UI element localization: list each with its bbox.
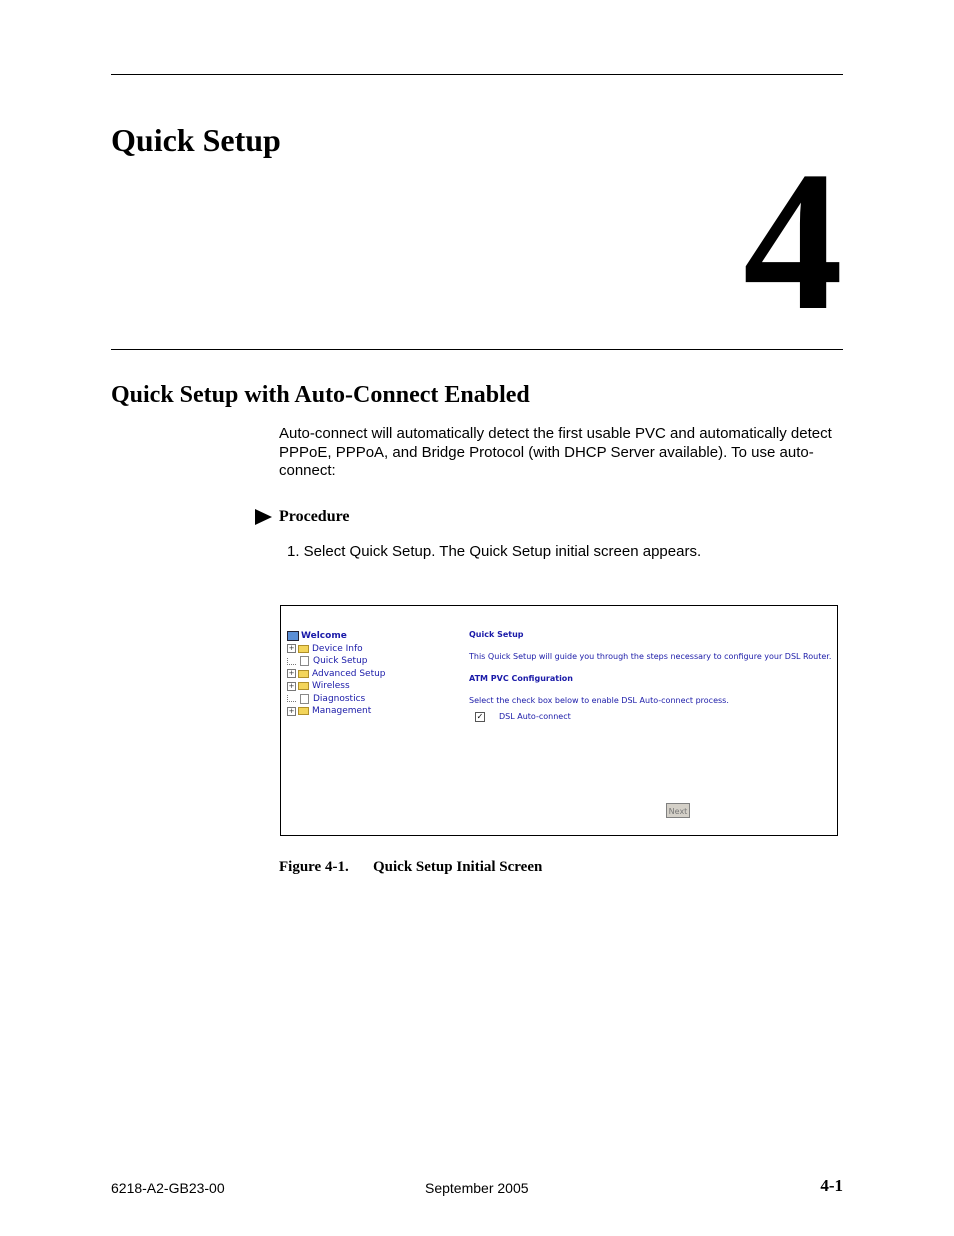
tree-item-diagnostics[interactable] [287, 693, 386, 706]
auto-connect-option[interactable] [475, 712, 571, 722]
next-button[interactable]: Next [666, 803, 690, 818]
folder-icon [298, 645, 309, 653]
nav-tree [287, 630, 386, 718]
tree-connector [287, 695, 296, 702]
page-icon [300, 656, 309, 666]
tree-item-label: Device Info [312, 643, 363, 654]
tree-item-advanced-setup[interactable] [287, 668, 386, 681]
folder-icon [298, 670, 309, 678]
expand-icon[interactable]: + [288, 644, 295, 653]
folder-icon [298, 682, 309, 690]
caption-title: Quick Setup Initial Screen [373, 859, 543, 875]
procedure-step: 1. Select Quick Setup. The Quick Setup initial screen appears. [287, 543, 702, 560]
panel-description: This Quick Setup will guide you through the steps necessary to configure your DSL Router. [469, 652, 832, 661]
monitor-icon [287, 631, 299, 641]
auto-connect-label: DSL Auto-connect [499, 712, 571, 721]
procedure-arrow-icon [255, 509, 272, 525]
expand-icon[interactable]: + [288, 681, 295, 690]
procedure-label: Procedure [279, 508, 350, 525]
tree-root-label: Welcome [301, 631, 347, 642]
page-icon [300, 694, 309, 704]
tree-item-quick-setup[interactable] [287, 655, 386, 668]
tree-item-label: Wireless [312, 681, 350, 692]
tree-connector [287, 658, 296, 665]
section-rule [111, 349, 843, 350]
procedure-heading [255, 507, 350, 527]
footer-page-number: 4-1 [820, 1176, 843, 1195]
tree-root[interactable] [287, 630, 386, 643]
tree-item-wireless[interactable] [287, 680, 386, 693]
chapter-title: Quick Setup [111, 122, 281, 158]
section-title: Quick Setup with Auto-Connect Enabled [111, 382, 530, 408]
chapter-number: 4 [743, 131, 843, 352]
tree-item-label: Diagnostics [313, 693, 366, 704]
footer-doc-number: 6218-A2-GB23-00 [111, 1180, 225, 1196]
caption-label: Figure 4-1. [279, 859, 349, 875]
panel-instruction: Select the check box below to enable DSL Auto-connect process. [469, 696, 729, 705]
folder-icon [298, 707, 309, 715]
tree-item-label: Quick Setup [313, 656, 368, 667]
expand-icon[interactable]: + [288, 706, 295, 715]
atm-pvc-heading: ATM PVC Configuration [469, 674, 573, 683]
tree-item-device-info[interactable] [287, 643, 386, 656]
expand-icon[interactable]: + [288, 669, 295, 678]
quick-setup-screenshot [280, 605, 838, 836]
panel-title: Quick Setup [469, 630, 524, 639]
top-rule [111, 74, 843, 75]
figure-caption [279, 857, 542, 877]
tree-item-label: Advanced Setup [312, 668, 386, 679]
auto-connect-checkbox[interactable]: ✓ [476, 712, 484, 721]
intro-paragraph: Auto-connect will automatically detect the first usable PVC and automatically detect PPPoE, PPPoA, and Bridge Protocol (with DHCP Server available). To use auto-connect: [279, 425, 832, 479]
footer-date: September 2005 [425, 1180, 529, 1196]
tree-item-management[interactable] [287, 705, 386, 718]
tree-item-label: Management [312, 706, 372, 717]
